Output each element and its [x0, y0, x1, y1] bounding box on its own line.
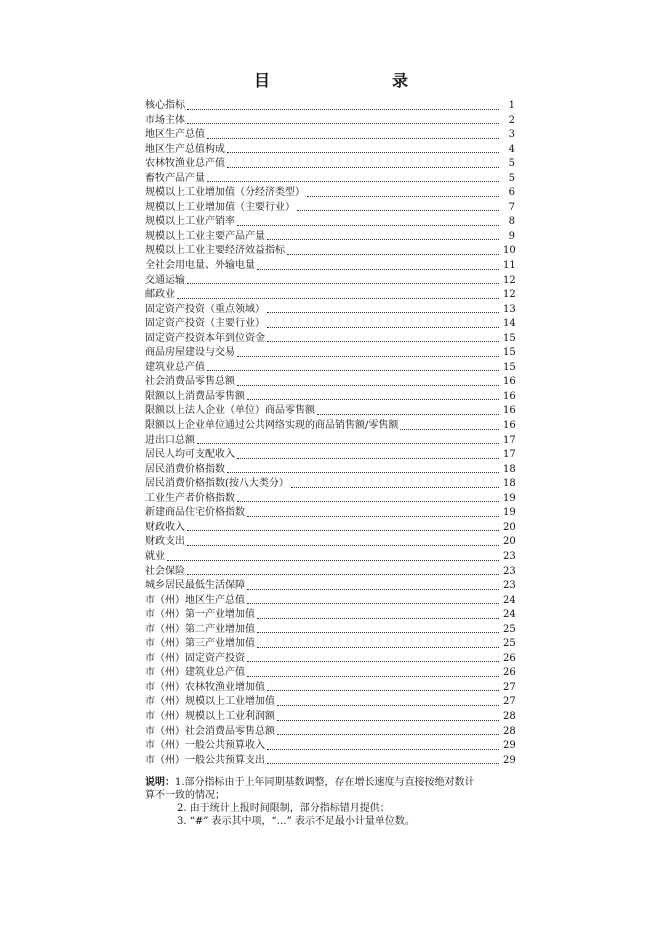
- dot-leader: [267, 690, 499, 691]
- dot-leader: [197, 443, 499, 444]
- toc-entry[interactable]: [145, 565, 515, 580]
- toc-entry-page-number: 24: [503, 609, 516, 621]
- dot-leader: [167, 560, 499, 561]
- toc-entry[interactable]: [145, 390, 515, 405]
- toc-entry-title: 核心指标: [145, 100, 185, 111]
- toc-entry-title: 限额以上企业单位通过公共网络实现的商品销售额/零售额: [145, 420, 399, 432]
- dot-leader: [237, 458, 499, 459]
- dot-leader: [237, 501, 499, 502]
- toc-entry-page-number: 3: [508, 129, 515, 141]
- toc-entry-page-number: 19: [503, 492, 516, 504]
- dot-leader: [227, 472, 499, 473]
- dot-leader: [291, 487, 499, 488]
- dot-leader: [187, 545, 499, 546]
- note-line-1: [145, 776, 515, 789]
- toc-entry-page-number: 26: [503, 667, 516, 679]
- dot-leader: [277, 720, 499, 721]
- toc-entry[interactable]: [145, 535, 515, 550]
- toc-entry-title: 市（州）第二产业增加值: [145, 623, 255, 635]
- toc-entry-page-number: 1: [508, 100, 515, 111]
- toc-entry[interactable]: [145, 215, 515, 230]
- toc-entry-page-number: 28: [503, 710, 516, 722]
- toc-entry[interactable]: [145, 695, 515, 710]
- dot-leader: [237, 356, 499, 357]
- toc-entry-title: 市（州）规模以上工业利润额: [145, 710, 275, 722]
- toc-entry[interactable]: [145, 186, 515, 201]
- toc-entry[interactable]: [145, 477, 515, 492]
- dot-leader: [177, 298, 499, 299]
- dot-leader: [267, 341, 499, 342]
- toc-entry[interactable]: [145, 332, 515, 347]
- dot-leader: [287, 254, 499, 255]
- dot-leader: [207, 181, 499, 182]
- note-line-1-continued: 算不一致的情况；: [145, 790, 225, 801]
- toc-entry-page-number: 5: [508, 172, 515, 184]
- dot-leader: [277, 734, 499, 735]
- toc-entry-page-number: 24: [503, 594, 516, 606]
- dot-leader: [187, 530, 499, 531]
- toc-entry-title: 规模以上工业产销率: [145, 216, 235, 228]
- toc-entry-title: 市（州）社会消费品零售总额: [145, 725, 275, 737]
- toc-entry-title: 就业: [145, 550, 165, 562]
- table-of-contents: [145, 99, 515, 768]
- toc-entry-title: 农林牧渔业总产值: [145, 158, 225, 170]
- toc-entry-page-number: 20: [503, 521, 516, 533]
- toc-entry[interactable]: [145, 666, 515, 681]
- dot-leader: [227, 152, 499, 153]
- toc-entry-page-number: 23: [503, 550, 516, 562]
- dot-leader: [297, 210, 499, 211]
- toc-entry[interactable]: [145, 637, 515, 652]
- toc-entry[interactable]: [145, 725, 515, 740]
- toc-entry-title: 规模以上工业主要经济效益指标: [145, 245, 285, 257]
- dot-leader: [267, 763, 499, 764]
- toc-entry-title: 规模以上工业主要产品产量: [145, 230, 265, 242]
- toc-entry-page-number: 13: [503, 303, 516, 315]
- toc-entry[interactable]: [145, 303, 515, 318]
- toc-entry[interactable]: [145, 259, 515, 274]
- toc-entry-title: 城乡居民最低生活保障: [145, 580, 245, 592]
- dot-leader: [247, 603, 499, 604]
- toc-entry-title: 市场主体: [145, 114, 185, 126]
- toc-entry[interactable]: [145, 172, 515, 187]
- dot-leader: [400, 429, 499, 430]
- dot-leader: [267, 312, 499, 313]
- toc-entry[interactable]: [145, 448, 515, 463]
- toc-entry[interactable]: [145, 143, 515, 158]
- toc-entry-title: 固定资产投资（重点领域）: [145, 303, 265, 315]
- toc-entry[interactable]: [145, 579, 515, 594]
- toc-entry-page-number: 29: [503, 754, 516, 766]
- toc-entry-page-number: 17: [503, 449, 516, 461]
- toc-entry[interactable]: [145, 608, 515, 623]
- notes: [145, 776, 515, 828]
- toc-entry[interactable]: [145, 623, 515, 638]
- toc-entry-title: 市（州）农林牧渔业增加值: [145, 681, 265, 693]
- toc-entry-page-number: 8: [508, 216, 515, 228]
- dot-leader: [277, 705, 499, 706]
- toc-entry-page-number: 27: [503, 696, 516, 708]
- toc-entry-title: 市（州）建筑业总产值: [145, 667, 245, 679]
- toc-entry-title: 市（州）地区生产总值: [145, 594, 245, 606]
- toc-entry[interactable]: [145, 128, 515, 143]
- toc-entry-title: 建筑业总产值: [145, 361, 205, 373]
- toc-entry-page-number: 11: [503, 260, 516, 272]
- toc-entry-title: 居民消费价格指数: [145, 463, 225, 475]
- dot-leader: [247, 516, 499, 517]
- dot-leader: [207, 370, 499, 371]
- toc-entry-page-number: 23: [503, 580, 516, 592]
- toc-entry-title: 全社会用电量、外输电量: [145, 260, 255, 272]
- toc-entry-page-number: 17: [503, 434, 516, 446]
- toc-entry-title: 市（州）规模以上工业增加值: [145, 696, 275, 708]
- dot-leader: [187, 123, 499, 124]
- toc-entry-title: 居民消费价格指数(按八大类分）: [145, 478, 289, 490]
- toc-entry[interactable]: [145, 361, 515, 376]
- toc-entry[interactable]: [145, 317, 515, 332]
- toc-entry[interactable]: [145, 404, 515, 419]
- dot-leader: [257, 647, 499, 648]
- toc-entry-title: 固定资产投资（主要行业）: [145, 318, 265, 330]
- dot-leader: [187, 109, 499, 110]
- toc-entry-title: 规模以上工业增加值（主要行业）: [145, 201, 295, 213]
- toc-entry[interactable]: [145, 99, 515, 114]
- toc-entry[interactable]: [145, 521, 515, 536]
- toc-entry-title: 畜牧产品产量: [145, 172, 205, 184]
- toc-entry-page-number: 29: [503, 740, 516, 752]
- toc-entry-page-number: 5: [508, 158, 515, 170]
- note-line-3: 3. “#” 表示其中项，“…” 表示不足最小计量单位数。: [177, 816, 415, 827]
- toc-entry-page-number: 15: [503, 361, 516, 373]
- toc-entry[interactable]: [145, 754, 515, 769]
- note-text-1: 1.部分指标由于上年同期基数调整，存在增长速度与直接按绝对数计: [175, 777, 475, 788]
- toc-entry[interactable]: [145, 375, 515, 390]
- toc-entry-title: 地区生产总值构成: [145, 143, 225, 155]
- toc-entry-page-number: 12: [503, 289, 516, 301]
- toc-entry[interactable]: [145, 419, 515, 434]
- toc-entry-page-number: 10: [503, 245, 516, 257]
- toc-entry-page-number: 6: [508, 187, 515, 199]
- dot-leader: [237, 225, 499, 226]
- dot-leader: [187, 283, 499, 284]
- page-title: 目 录: [253, 71, 438, 90]
- toc-entry-page-number: 7: [508, 201, 515, 213]
- dot-leader: [267, 749, 499, 750]
- toc-entry-page-number: 16: [503, 390, 516, 402]
- toc-entry-page-number: 25: [503, 638, 516, 650]
- toc-entry-title: 限额以上消费品零售额: [145, 390, 245, 402]
- toc-entry[interactable]: [145, 550, 515, 565]
- toc-entry-title: 市（州）一般公共预算收入: [145, 740, 265, 752]
- dot-leader: [257, 269, 499, 270]
- toc-entry-page-number: 15: [503, 332, 516, 344]
- toc-entry[interactable]: [145, 274, 515, 289]
- dot-leader: [207, 138, 499, 139]
- toc-entry-title: 商品房屋建设与交易: [145, 347, 235, 359]
- toc-entry[interactable]: [145, 710, 515, 725]
- toc-entry-title: 市（州）第一产业增加值: [145, 609, 255, 621]
- toc-entry-page-number: 19: [503, 507, 516, 519]
- toc-entry[interactable]: [145, 288, 515, 303]
- toc-entry-title: 进出口总额: [145, 434, 195, 446]
- toc-entry-page-number: 26: [503, 652, 516, 664]
- toc-entry[interactable]: [145, 230, 515, 245]
- dot-leader: [267, 327, 499, 328]
- toc-entry-title: 新建商品住宅价格指数: [145, 507, 245, 519]
- toc-entry-page-number: 23: [503, 565, 516, 577]
- toc-entry-title: 社会保险: [145, 565, 185, 577]
- dot-leader: [247, 399, 499, 400]
- dot-leader: [307, 196, 499, 197]
- toc-entry[interactable]: [145, 244, 515, 259]
- dot-leader: [257, 618, 499, 619]
- toc-entry[interactable]: [145, 346, 515, 361]
- toc-entry-page-number: 27: [503, 681, 516, 693]
- toc-entry[interactable]: [145, 157, 515, 172]
- dot-leader: [247, 589, 499, 590]
- toc-entry-page-number: 12: [503, 274, 516, 286]
- toc-entry-page-number: 15: [503, 347, 516, 359]
- toc-entry-page-number: 28: [503, 725, 516, 737]
- toc-entry-title: 限额以上法人企业（单位）商品零售额: [145, 405, 315, 417]
- toc-entry-page-number: 18: [503, 478, 516, 490]
- dot-leader: [227, 167, 499, 168]
- toc-entry[interactable]: [145, 434, 515, 449]
- toc-entry-page-number: 16: [503, 405, 516, 417]
- toc-entry[interactable]: [145, 463, 515, 478]
- toc-entry-page-number: 18: [503, 463, 516, 475]
- toc-entry-title: 财政收入: [145, 521, 185, 533]
- toc-entry-title: 居民人均可支配收入: [145, 449, 235, 461]
- toc-entry-title: 交通运输: [145, 274, 185, 286]
- toc-entry-page-number: 9: [508, 230, 515, 242]
- toc-entry-title: 市（州）第三产业增加值: [145, 638, 255, 650]
- toc-entry[interactable]: [145, 681, 515, 696]
- note-line-2: 2. 由于统计上报时间限制，部分指标错月提供；: [177, 803, 390, 814]
- toc-entry-page-number: 25: [503, 623, 516, 635]
- toc-entry-page-number: 14: [503, 318, 516, 330]
- toc-entry[interactable]: [145, 114, 515, 129]
- toc-entry[interactable]: [145, 506, 515, 521]
- toc-entry[interactable]: [145, 652, 515, 667]
- toc-entry[interactable]: [145, 492, 515, 507]
- toc-entry-title: 地区生产总值: [145, 129, 205, 141]
- toc-entry-page-number: 20: [503, 536, 516, 548]
- dot-leader: [257, 632, 499, 633]
- dot-leader: [247, 661, 499, 662]
- notes-label: 说明：: [145, 777, 175, 788]
- toc-entry-title: 规模以上工业增加值（分经济类型）: [145, 187, 305, 199]
- toc-entry-title: 邮政业: [145, 289, 175, 301]
- dot-leader: [267, 239, 499, 240]
- dot-leader: [187, 574, 499, 575]
- dot-leader: [247, 676, 499, 677]
- toc-entry-title: 财政支出: [145, 536, 185, 548]
- toc-entry-title: 市（州）一般公共预算支出: [145, 754, 265, 766]
- toc-entry-title: 固定资产投资本年到位资金: [145, 332, 265, 344]
- toc-entry[interactable]: [145, 739, 515, 754]
- toc-entry-page-number: 4: [508, 143, 515, 155]
- dot-leader: [317, 414, 499, 415]
- toc-entry-page-number: 16: [503, 376, 516, 388]
- toc-entry-page-number: 16: [503, 420, 516, 432]
- toc-entry[interactable]: [145, 594, 515, 609]
- toc-entry-page-number: 2: [508, 114, 515, 126]
- toc-entry-title: 工业生产者价格指数: [145, 492, 235, 504]
- toc-entry[interactable]: [145, 201, 515, 216]
- toc-entry-title: 市（州）固定资产投资: [145, 652, 245, 664]
- dot-leader: [237, 385, 499, 386]
- toc-entry-title: 社会消费品零售总额: [145, 376, 235, 388]
